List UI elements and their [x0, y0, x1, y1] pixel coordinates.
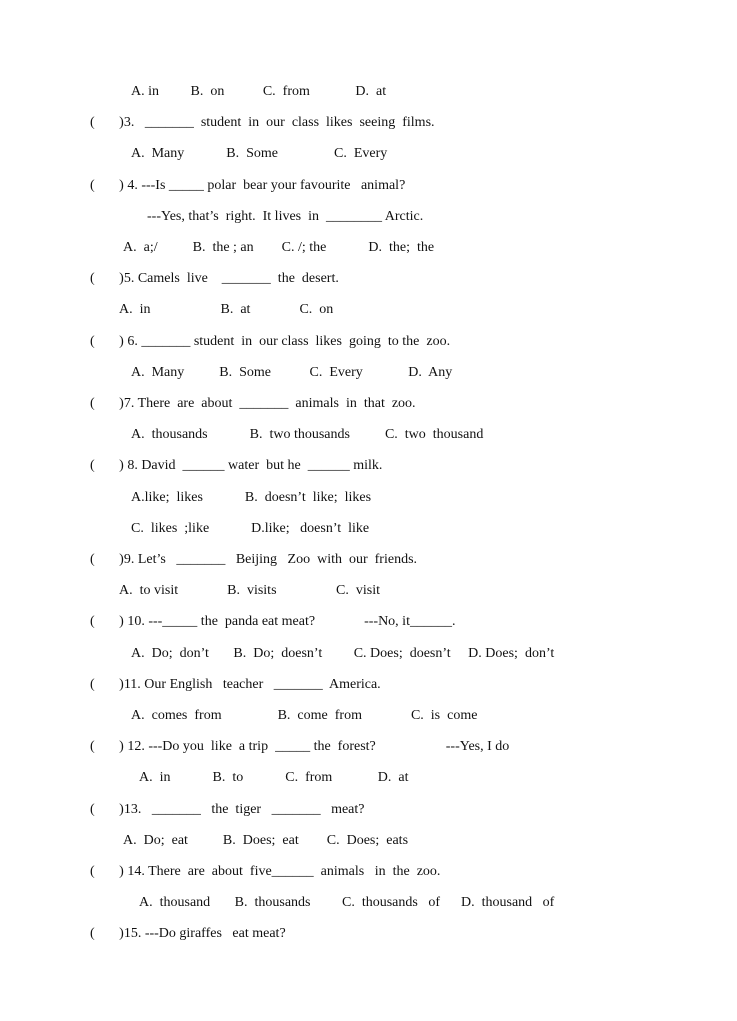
- options-3: A. Many B. Some C. Every: [131, 146, 388, 161]
- options-4: A. a;/ B. the ; an C. /; the D. the; the: [123, 240, 435, 255]
- options-9: A. to visit B. visits C. visit: [119, 583, 380, 598]
- options-14: A. thousand B. thousands C. thousands of D. thousand of: [139, 895, 555, 910]
- question-15: ( )15. ---Do giraffes eat meat?: [90, 926, 286, 941]
- question-3: ( )3. _______ student in our class likes seeing films.: [90, 115, 435, 130]
- options-7: A. thousands B. two thousands C. two thousand: [131, 427, 484, 442]
- options-5: A. in B. at C. on: [119, 302, 334, 317]
- question-11: ( )11. Our English teacher _______ America.: [90, 677, 381, 692]
- question-9: ( )9. Let’s _______ Beijing Zoo with our friends.: [90, 552, 418, 567]
- question-6: ( ) 6. _______ student in our class likes going to the zoo.: [90, 334, 451, 349]
- question-10: ( ) 10. ---_____ the panda eat meat? ---No, it______.: [90, 614, 456, 629]
- question-4-answer-line: ---Yes, that’s right. It lives in ________ Arctic.: [147, 209, 424, 224]
- options-8-ab: A.like; likes B. doesn’t like; likes: [131, 490, 372, 505]
- question-13: ( )13. _______ the tiger _______ meat?: [90, 802, 365, 817]
- question-7: ( )7. There are about _______ animals in that zoo.: [90, 396, 416, 411]
- options-6: A. Many B. Some C. Every D. Any: [131, 365, 453, 380]
- question-14: ( ) 14. There are about five______ animals in the zoo.: [90, 864, 441, 879]
- question-5: ( )5. Camels live _______ the desert.: [90, 271, 339, 286]
- question-12: ( ) 12. ---Do you like a trip _____ the forest? ---Yes, I do: [90, 739, 510, 754]
- question-4: ( ) 4. ---Is _____ polar bear your favourite animal?: [90, 178, 406, 193]
- options-13: A. Do; eat B. Does; eat C. Does; eats: [123, 833, 409, 848]
- options-11: A. comes from B. come from C. is come: [131, 708, 478, 723]
- options-12: A. in B. to C. from D. at: [139, 770, 409, 785]
- line-options-2: A. in B. on C. from D. at: [131, 84, 387, 99]
- options-8-cd: C. likes ;like D.like; doesn’t like: [131, 521, 370, 536]
- question-8: ( ) 8. David ______ water but he ______ milk.: [90, 458, 383, 473]
- options-10: A. Do; don’t B. Do; doesn’t C. Does; doesn’t D. Does; don’t: [131, 646, 555, 661]
